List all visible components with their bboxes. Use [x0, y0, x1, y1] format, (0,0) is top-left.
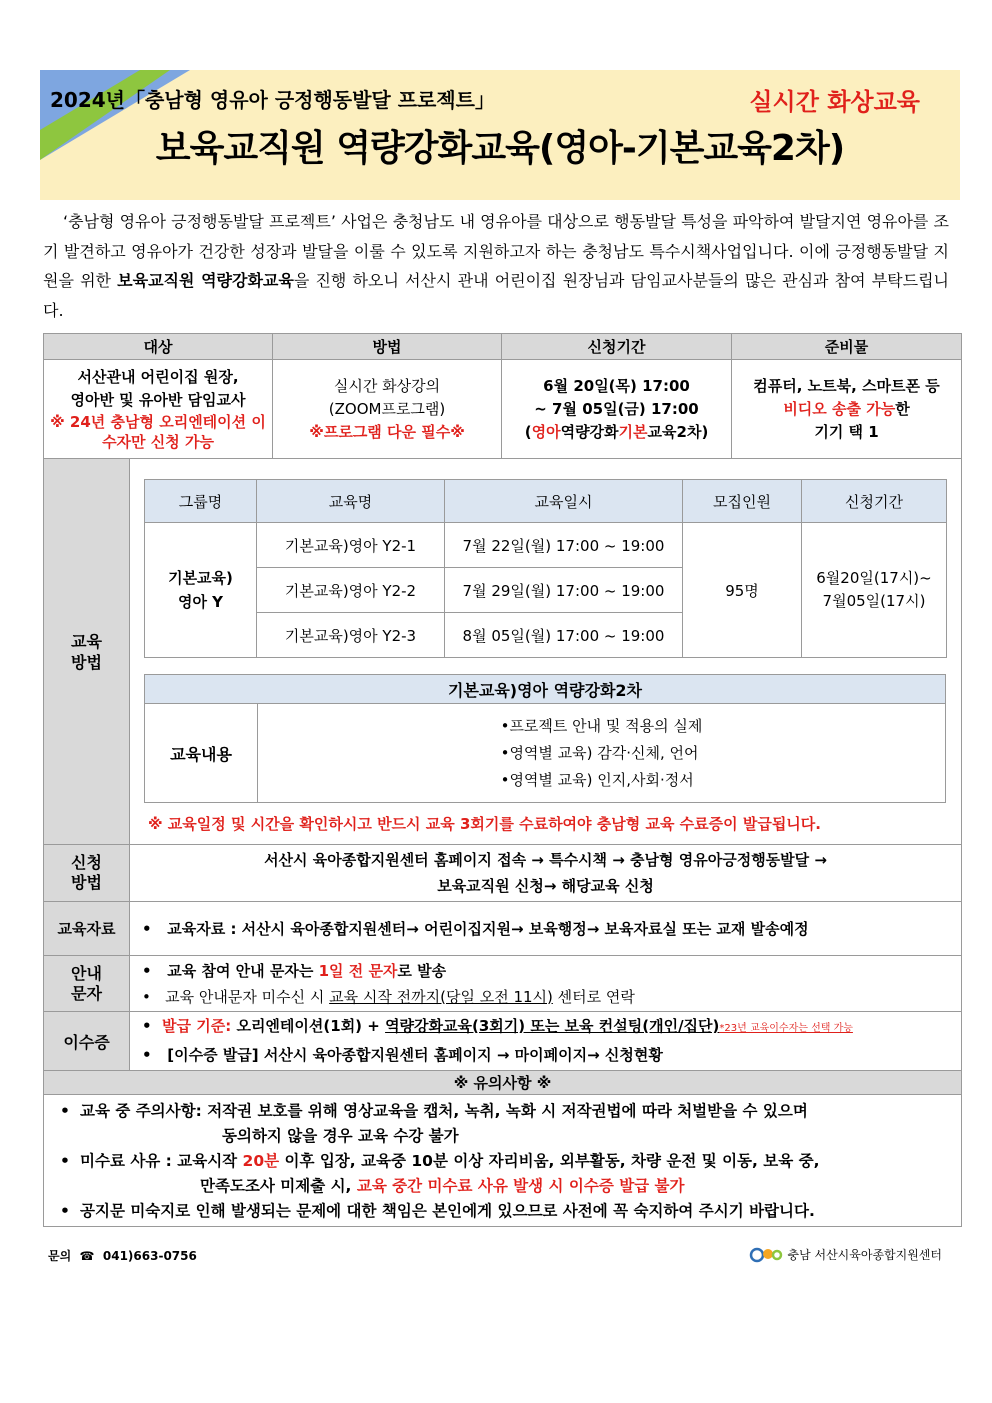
notice-line1: • 교육 참여 안내 문자는 1일 전 문자로 발송 — [142, 961, 447, 980]
materials-row — [44, 902, 962, 956]
schedule-header-group: 그룹명 — [145, 480, 257, 523]
contact-phone: 041)663-0756 — [102, 1249, 197, 1263]
caution-i1-a: 교육 중 주의사항: 저작권 보호를 위해 영상교육을 캡처, 녹취, 녹화 시 저작권법에 따라 처벌받을 수 있으며 — [80, 1102, 808, 1120]
caution-i2-cont — [80, 1174, 961, 1199]
target-line2: 영아반 및 유아반 담임교사 — [70, 391, 246, 409]
table-row — [145, 523, 947, 568]
caution-i2-a: 미수료 사유 : 교육시작 — [80, 1152, 243, 1170]
education-label — [44, 459, 130, 845]
period-text3: 교육2차) — [647, 422, 709, 441]
notice-content — [130, 956, 962, 1012]
session-name: 기본교육)영아 Y2-1 — [257, 523, 445, 568]
cert-line1: • 발급 기준: 오리엔테이션(1회) + 역량강화교육(3회기) 또는 보육 컨설팅(개인/집단)*23년 교육이수자는 선택 가능 — [142, 1017, 853, 1035]
cert-l1-small: *23년 교육이수자는 선택 가능 — [719, 1023, 853, 1034]
phone-icon: ☎ — [75, 1249, 99, 1263]
caution-i1-b: 동의하지 않을 경우 교육 수강 불가 — [222, 1127, 459, 1145]
notice-label — [44, 956, 130, 1012]
group-name-text: 기본교육) 영아 Y — [168, 569, 233, 611]
cert-row — [44, 1012, 962, 1071]
intro-text-2: 을 진행 하오니 서산시 관내 어린이집 원장님과 담임교사분들의 많은 관심과 참여 부탁드립니다. — [43, 271, 950, 320]
notice-l2-b: 센터로 연락 — [552, 987, 635, 1006]
period-text2: 역량강화 — [560, 422, 619, 441]
notice-label-text: 안내 문자 — [71, 963, 102, 1003]
intro-paragraph — [43, 207, 949, 325]
content-item: •영역별 교육) 감각·신체, 언어 — [500, 743, 699, 762]
group-name — [145, 523, 257, 658]
contact-info — [48, 1247, 197, 1264]
content-row — [145, 704, 946, 803]
education-row — [44, 459, 962, 845]
content-title: 기본교육)영아 역량강화2차 — [145, 675, 946, 704]
header-banner — [40, 70, 960, 200]
content-label: 교육내용 — [145, 704, 258, 803]
prep-line3: 기기 택 1 — [814, 422, 879, 441]
period-paren: ( — [524, 422, 532, 441]
notice-l2-a: 교육 안내문자 미수신 시 — [165, 987, 330, 1006]
caution-i3: 공지문 미숙지로 인해 발생되는 문제에 대한 책임은 본인에게 있으므로 사전에 꼭 숙지하여 주시기 바랍니다. — [80, 1202, 815, 1220]
apply-period — [802, 523, 947, 658]
content-item-text: 영역별 교육) 감각·신체, 언어 — [509, 743, 699, 762]
apply-line2: 보육교직원 신청→ 해당교육 신청 — [437, 877, 654, 895]
apply-label — [44, 845, 130, 902]
session-datetime: 7월 22일(월) 17:00 ~ 19:00 — [445, 523, 683, 568]
schedule-header-name: 교육명 — [257, 480, 445, 523]
cert-content — [130, 1012, 962, 1071]
cert-line2: • [이수증 발급] 서산시 육아종합지원센터 홈페이지 → 마이페이지→ 신청현황 — [142, 1046, 663, 1064]
period-line1: 6월 20일(목) 17:00 — [543, 376, 690, 395]
apply-label-text: 신청 방법 — [71, 853, 102, 892]
notice-l2-u: 교육 시작 전까지(당일 오전 11시) — [329, 987, 553, 1006]
method-line2: (ZOOM프로그램) — [328, 399, 446, 418]
notice-line2: • 교육 안내문자 미수신 시 교육 시작 전까지(당일 오전 11시) 센터로 연락 — [142, 987, 635, 1006]
materials-text-value: 교육자료 : 서산시 육아종합지원센터→ 어린이집지원→ 보육행정→ 보육자료실 또는 교재 발송예정 — [167, 920, 809, 938]
period-red2: 기본 — [618, 422, 648, 441]
caution-i2-b: 이후 입장, 교육중 10분 이상 자리비움, 외부활동, 차량 운전 및 이동, 보육 중, — [279, 1152, 820, 1170]
session-datetime: 8월 05일(월) 17:00 ~ 19:00 — [445, 613, 683, 658]
prep-after: 한 — [895, 399, 910, 418]
notice-l1-b: 로 발송 — [397, 961, 447, 980]
header-method: 방법 — [273, 334, 502, 360]
schedule-header-row — [145, 480, 947, 523]
session-name: 기본교육)영아 Y2-2 — [257, 568, 445, 613]
cert-label: 이수증 — [44, 1012, 130, 1071]
prep-red: 비디오 송출 가능 — [783, 399, 896, 418]
contact-label: 문의 — [48, 1249, 72, 1263]
caution-row — [44, 1095, 962, 1227]
caution-list — [44, 1095, 961, 1226]
period-line2: ~ 7월 05일(금) 17:00 — [534, 399, 699, 418]
method-line1: 실시간 화상강의 — [333, 376, 441, 395]
schedule-header-capacity: 모집인원 — [683, 480, 802, 523]
caution-i2-c: 만족도조사 미제출 시, — [200, 1177, 357, 1195]
summary-header-row — [44, 334, 962, 360]
session-datetime: 7월 29일(월) 17:00 ~ 19:00 — [445, 568, 683, 613]
content-item-text: 영역별 교육) 인지,사회·정서 — [509, 770, 694, 789]
project-supertitle: 2024년「충남형 영유아 긍정행동발달 프로젝트」 — [50, 88, 495, 112]
education-label-text: 교육 방법 — [71, 631, 102, 672]
period-cell — [502, 360, 732, 459]
center-logo-icon — [749, 1245, 783, 1263]
org-footer — [749, 1245, 942, 1263]
cert-l1-red: 발급 기준: — [162, 1017, 232, 1035]
capacity: 95명 — [683, 523, 802, 658]
content-item: •영역별 교육) 인지,사회·정서 — [500, 770, 694, 789]
schedule-header-period: 신청기간 — [802, 480, 947, 523]
header-period: 신청기간 — [502, 334, 732, 360]
live-label: 실시간 화상교육 — [749, 88, 920, 116]
content-item-text: 프로젝트 안내 및 적용의 실제 — [509, 716, 703, 735]
content-header-row — [145, 675, 946, 704]
org-name: 충남 서산시육아종합지원센터 — [787, 1247, 942, 1262]
target-note: ※ 24년 충남형 오리엔테이션 이수자만 신청 가능 — [50, 413, 266, 451]
education-warning: ※ 교육일정 및 시간을 확인하시고 반드시 교육 3회기를 수료하여야 충남형 교육 수료증이 발급됩니다. — [148, 815, 821, 833]
education-content — [130, 459, 962, 845]
period-line3 — [502, 421, 731, 444]
notice-row — [44, 956, 962, 1012]
schedule-table — [144, 479, 947, 658]
target-cell — [44, 360, 273, 459]
method-cell — [273, 360, 502, 459]
prep-line2 — [732, 398, 961, 421]
preparation-cell — [732, 360, 962, 459]
caution-item — [54, 1149, 961, 1199]
materials-text: • 교육자료 : 서산시 육아종합지원센터→ 어린이집지원→ 보육행정→ 보육자료실 또는 교재 발송예정 — [130, 902, 962, 956]
schedule-header-datetime: 교육일시 — [445, 480, 683, 523]
apply-line1: 서산시 육아종합지원센터 홈페이지 접속 → 특수시책 → 충남형 영유아긍정행동발달 → — [264, 851, 827, 869]
apply-period-text: 6월20일(17시)~ 7월05일(17시) — [816, 569, 932, 610]
target-line1: 서산관내 어린이집 원장, — [77, 368, 239, 386]
caution-item — [54, 1099, 961, 1149]
cert-l1-a: 오리엔테이션(1회) + — [231, 1017, 386, 1035]
header-preparation: 준비물 — [732, 334, 962, 360]
info-table — [43, 333, 962, 1227]
caution-item — [54, 1199, 961, 1224]
content-item: •프로젝트 안내 및 적용의 실제 — [500, 716, 703, 735]
caution-title: ※ 유의사항 ※ — [44, 1071, 962, 1095]
caution-header-row — [44, 1071, 962, 1095]
content-table — [144, 674, 946, 803]
caution-i2-red1: 20분 — [242, 1152, 280, 1170]
notice-l1-red: 1일 전 문자 — [318, 961, 398, 980]
notice-l1-a: 교육 참여 안내 문자는 — [167, 961, 319, 980]
content-items — [258, 704, 946, 803]
caution-i2-red2: 교육 중간 미수료 사유 발생 시 이수증 발급 불가 — [356, 1177, 685, 1195]
caution-content — [44, 1095, 962, 1227]
prep-line1: 컴퓨터, 노트북, 스마트폰 등 — [753, 376, 940, 395]
intro-bold: 보육교직원 역량강화교육 — [117, 271, 294, 290]
header-target: 대상 — [44, 334, 273, 360]
summary-row — [44, 360, 962, 459]
method-note: ※프로그램 다운 필수※ — [309, 422, 465, 441]
apply-steps — [130, 845, 962, 902]
apply-row — [44, 845, 962, 902]
intro-text-1: ‘충남형 영유아 긍정행동발달 프로젝트’ 사업은 충청남도 내 영유아를 대상으로 행동발달 특성을 파악하여 발달지연 영유아를 조기 발견하고 영유아가 건강한 성장과 발달을 이룰 수 있도록 지원하고자 하는 충청남도 특수시책사업입니다. 이에 긍정행동발달 지원을 위한 — [43, 212, 949, 290]
session-name: 기본교육)영아 Y2-3 — [257, 613, 445, 658]
cert-l2: [이수증 발급] 서산시 육아종합지원센터 홈페이지 → 마이페이지→ 신청현황 — [167, 1046, 663, 1064]
materials-label: 교육자료 — [44, 902, 130, 956]
period-red1: 영아 — [531, 422, 561, 441]
cert-l1-u: 역량강화교육(3회기) 또는 보육 컨설팅(개인/집단) — [385, 1017, 720, 1035]
page-title: 보육교직원 역량강화교육(영아-기본교육2차) — [155, 128, 845, 169]
